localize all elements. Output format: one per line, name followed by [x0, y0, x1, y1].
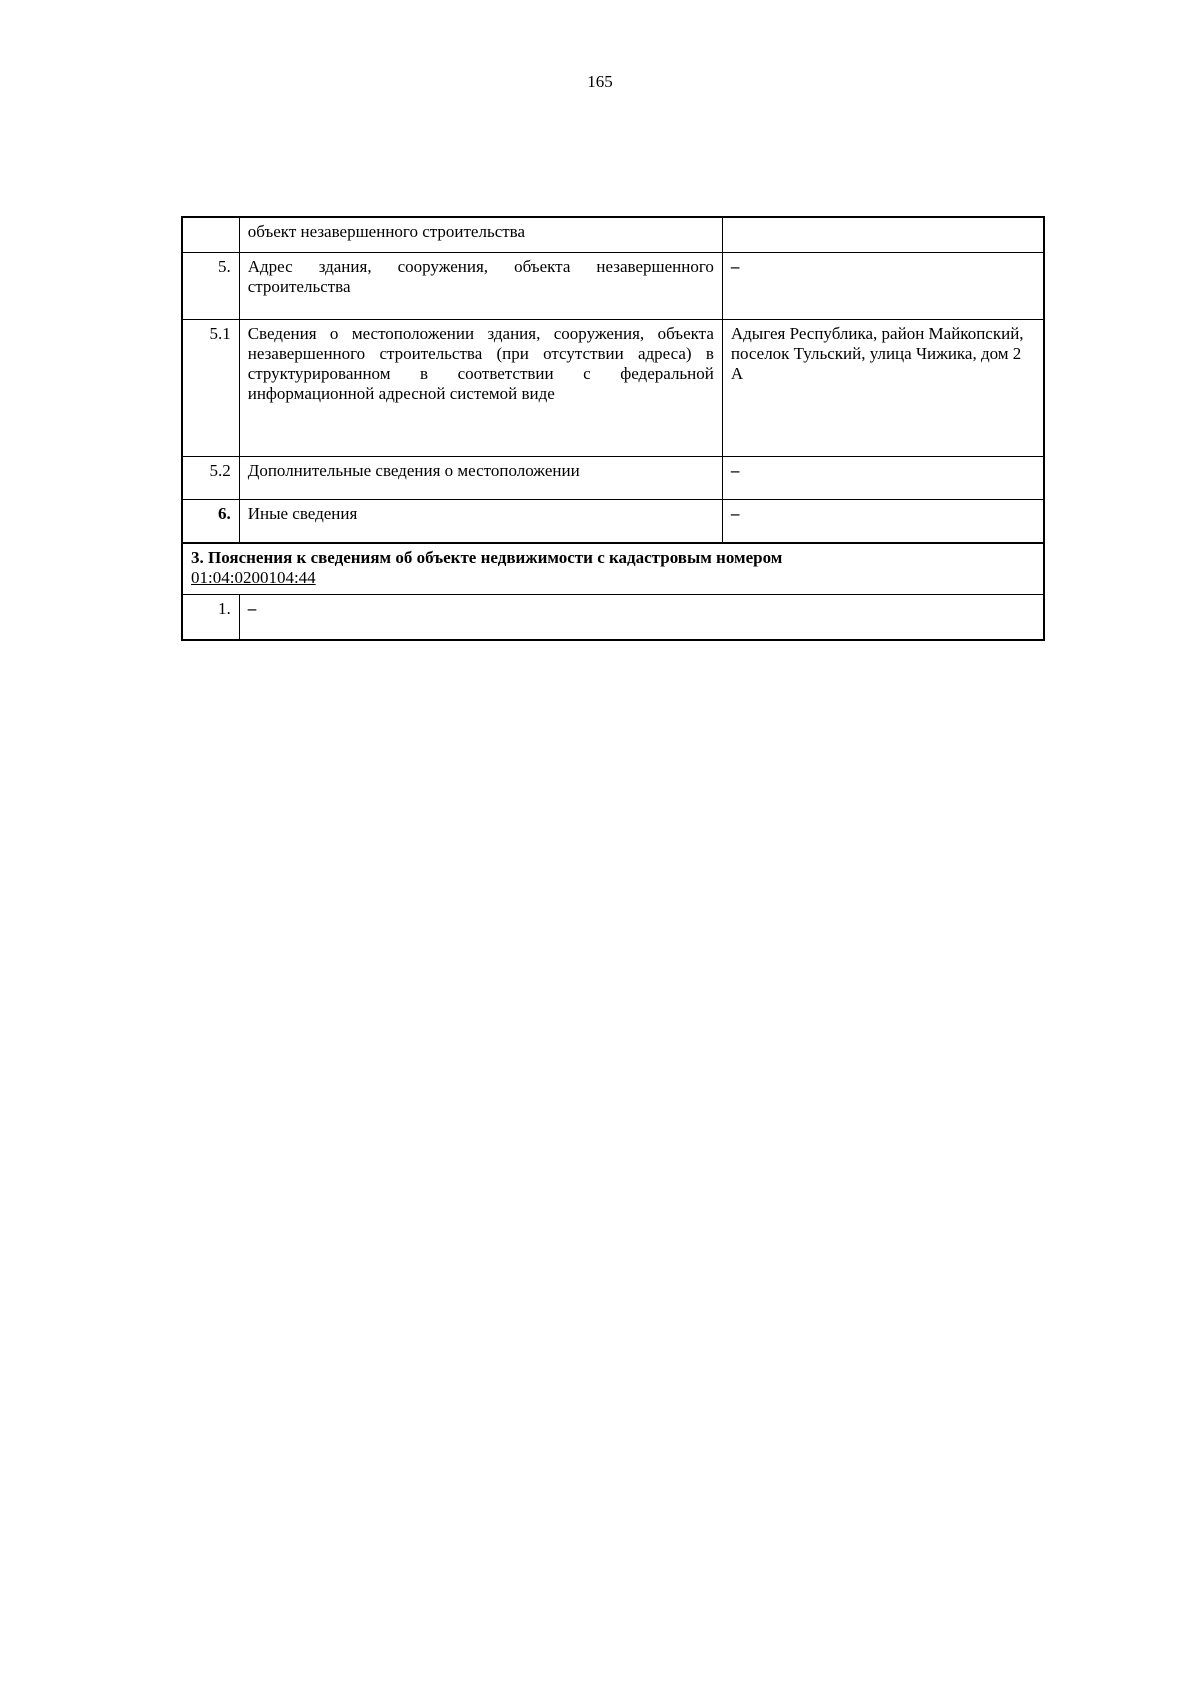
property-info-table	[181, 216, 1045, 641]
row-number: 6.	[182, 500, 239, 544]
explanation-text: –	[239, 595, 1044, 641]
section-header-row	[182, 543, 1044, 595]
row-label: Сведения о местоположении здания, сооружения, объекта незавершенного строительства (при отсутствии адреса) в структурированном в соответствии с федеральной информационной адресной системой виде	[239, 320, 722, 457]
row-value	[722, 217, 1044, 253]
table-row	[182, 320, 1044, 457]
row-number: 1.	[182, 595, 239, 641]
row-label: объект незавершенного строительства	[239, 217, 722, 253]
row-label: Дополнительные сведения о местоположении	[239, 457, 722, 500]
cadastral-number: 01:04:0200104:44	[191, 568, 316, 587]
table-row	[182, 217, 1044, 253]
table-row	[182, 500, 1044, 544]
section-header	[182, 543, 1044, 595]
row-label: Иные сведения	[239, 500, 722, 544]
row-value: –	[722, 457, 1044, 500]
row-number: 5.	[182, 253, 239, 320]
row-value: Адыгея Республика, район Майкопский, поселок Тульский, улица Чижика, дом 2 А	[722, 320, 1044, 457]
row-number: 5.1	[182, 320, 239, 457]
section-title: 3. Пояснения к сведениям об объекте недвижимости с кадастровым номером	[191, 548, 783, 567]
row-number: 5.2	[182, 457, 239, 500]
row-value: –	[722, 500, 1044, 544]
page-number: 165	[587, 72, 613, 91]
row-number	[182, 217, 239, 253]
row-label: Адрес здания, сооружения, объекта незавершенного строительства	[239, 253, 722, 320]
row-value: –	[722, 253, 1044, 320]
table-row	[182, 253, 1044, 320]
table-row	[182, 457, 1044, 500]
table-row	[182, 595, 1044, 641]
